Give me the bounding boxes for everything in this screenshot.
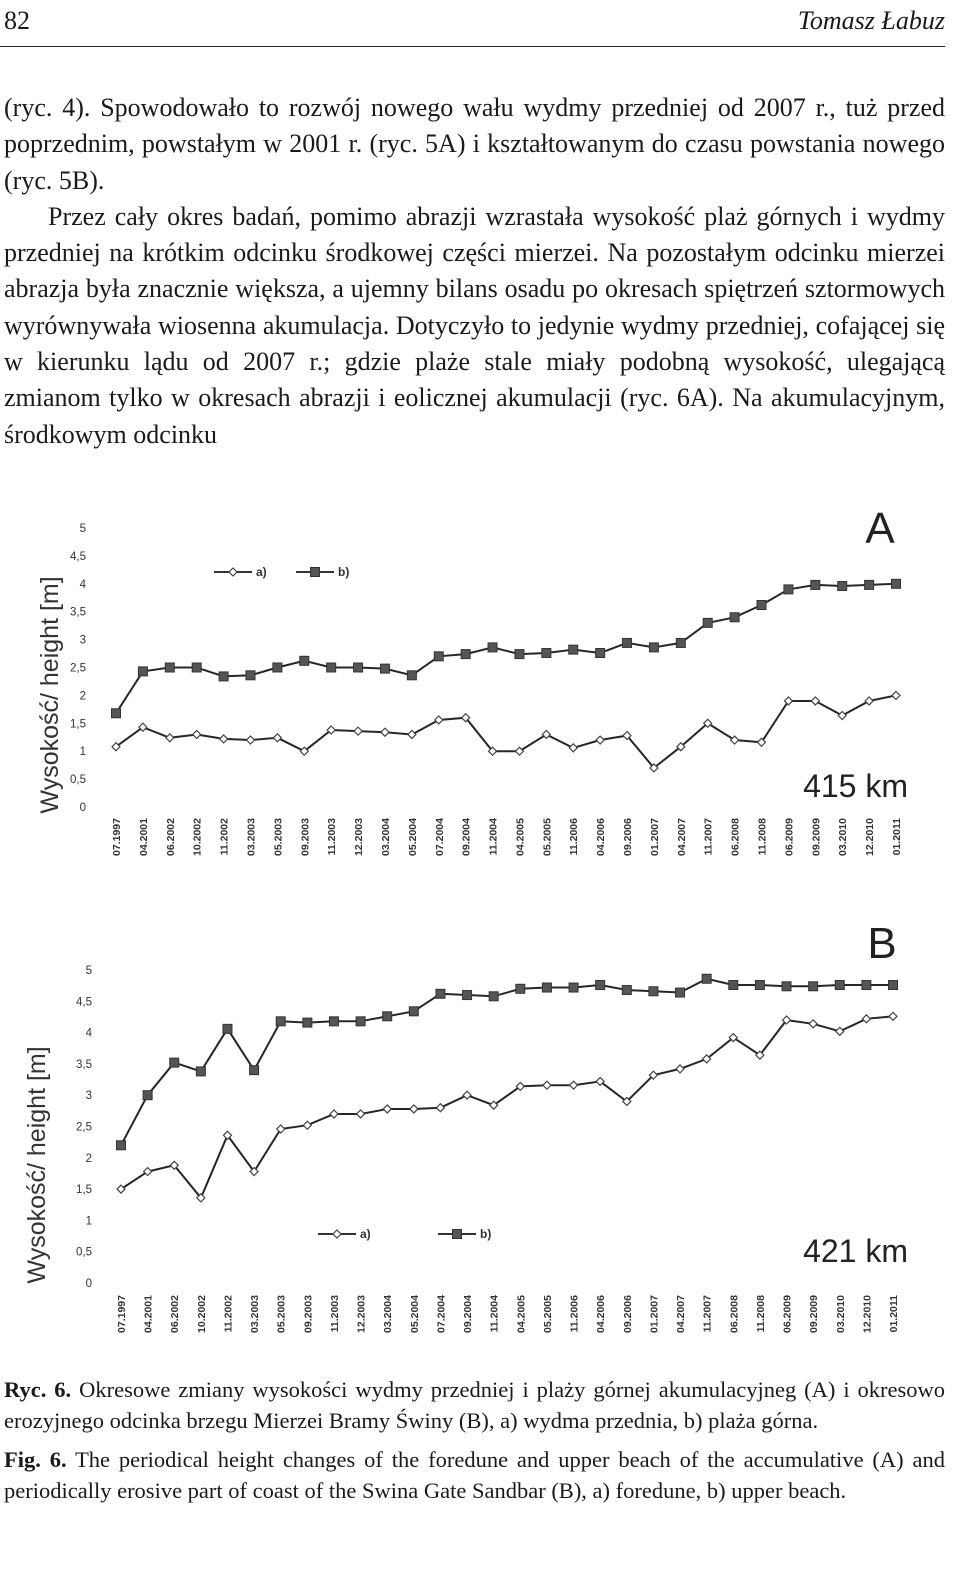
y-tick-label: 0,5 [70,774,86,787]
y-tick-label: 5 [85,965,92,977]
x-tick-label: 03.2003 [245,818,258,856]
data-point-b [542,648,551,657]
x-tick-label: 11.2007 [702,818,715,856]
x-tick-label: 09.2009 [808,1295,821,1333]
data-point-a [596,736,604,744]
data-point-b [623,638,632,647]
paragraph: (ryc. 4). Spowodowało to rozwój nowego wału wydmy przedniej od 2007 r., tuż przed poprzednim, powstałym w 2001 r. (ryc. 5A) i kształtowanym do czasu powstania nowego (ryc. 5B). [4,93,945,195]
data-point-b [730,613,739,622]
y-tick-label: 3 [85,1090,92,1103]
x-tick-label: 05.2004 [406,818,419,856]
legend-marker-b [311,568,320,577]
x-tick-label: 03.2004 [382,1295,395,1333]
y-tick-label: 4 [79,578,86,591]
legend-label: a) [256,565,267,579]
data-point-b [196,1067,205,1076]
x-tick-label: 04.2006 [595,1295,608,1333]
y-tick-label: 2 [79,690,86,703]
data-point-b [165,663,174,672]
caption-polish [4,1374,945,1436]
caption-text-en: The periodical height changes of the foredune and upper beach of the accumulative (A) and periodically erosive part of coast of the Swina Gate Sandbar (B), a) foredune, b) upper beach. [4,1447,945,1503]
data-point-b [434,652,443,661]
y-tick-label: 3,5 [76,1058,92,1071]
x-tick-label: 09.2006 [622,818,635,856]
data-point-b [463,991,472,1000]
data-point-b [170,1058,179,1067]
data-point-a [273,734,281,742]
x-tick-label: 06.2002 [164,818,177,856]
caption-label-en: Fig. 6. [4,1447,67,1472]
x-tick-label: 11.2008 [756,818,769,856]
data-point-b [329,1017,338,1026]
x-tick-label: 03.2003 [249,1295,262,1333]
data-point-b [300,656,309,665]
data-point-a [811,697,819,705]
data-point-b [223,1024,232,1033]
data-point-b [273,663,282,672]
data-point-b [276,1017,285,1026]
data-point-b [407,671,416,680]
series-line-a [116,695,896,768]
x-tick-label: 04.2005 [515,1295,528,1333]
x-tick-label: 05.2005 [541,818,554,856]
x-tick-label: 09.2004 [462,1295,475,1333]
data-point-b [383,1012,392,1021]
data-point-b [489,992,498,1001]
x-tick-label: 07.2004 [433,818,446,856]
data-point-b [409,1007,418,1016]
x-tick-label: 09.2003 [302,1295,315,1333]
location-label: 415 km [803,768,908,804]
x-tick-label: 09.2003 [299,818,312,856]
legend-marker-a [229,568,237,576]
x-tick-label: 11.2007 [701,1295,714,1333]
data-point-a [436,1104,444,1112]
y-tick-label: 2,5 [70,662,86,675]
x-tick-label: 04.2001 [142,1295,155,1333]
y-tick-label: 2,5 [76,1121,92,1134]
data-point-b [811,580,820,589]
data-point-b [488,643,497,652]
data-point-b [865,580,874,589]
data-point-a [166,734,174,742]
data-point-b [649,643,658,652]
data-point-b [782,982,791,991]
y-tick-label: 0,5 [76,1246,92,1259]
y-axis-label: Wysokość/ height [m] [23,1046,51,1284]
x-tick-label: 06.2008 [729,818,742,856]
y-tick-label: 1,5 [70,718,86,731]
x-tick-label: 11.2003 [328,1295,341,1333]
x-tick-label: 11.2008 [754,1295,767,1333]
x-tick-label: 04.2007 [675,818,688,856]
data-point-b [702,974,711,983]
x-tick-label: 01.2007 [648,1295,661,1333]
data-point-b [784,585,793,594]
data-point-b [327,663,336,672]
x-tick-label: 05.2005 [541,1295,554,1333]
x-tick-label: 07.1997 [116,1295,128,1333]
data-point-a [892,691,900,699]
x-tick-label: 12.2003 [353,818,366,856]
data-point-a [220,735,228,743]
data-point-b [622,986,631,995]
data-point-a [570,1081,578,1089]
x-tick-label: 11.2004 [487,818,500,856]
x-tick-label: 05.2004 [408,1295,421,1333]
series-line-b [116,584,896,714]
data-point-b [838,582,847,591]
x-tick-label: 06.2008 [728,1295,741,1333]
data-point-b [569,983,578,992]
data-point-b [596,981,605,990]
y-tick-label: 3 [79,634,86,647]
data-point-a [383,1105,391,1113]
data-point-b [112,709,121,718]
body-text [4,90,945,453]
data-point-b [138,667,147,676]
data-point-b [703,618,712,627]
figure-caption [4,1374,945,1506]
x-tick-label: 06.2009 [781,1295,794,1333]
legend-label: b) [338,565,350,579]
data-point-a [193,730,201,738]
data-point-b [380,664,389,673]
data-point-a [676,1065,684,1073]
y-tick-label: 0 [85,1278,92,1290]
x-tick-label: 11.2006 [568,818,581,856]
x-tick-label: 04.2006 [595,818,608,856]
data-point-a [408,730,416,738]
legend-marker-b [453,1230,462,1239]
x-tick-label: 05.2003 [275,1295,288,1333]
data-point-b [729,981,738,990]
y-tick-label: 4,5 [70,550,86,563]
page-number: 82 [4,6,30,35]
data-point-a [246,736,254,744]
data-point-b [676,638,685,647]
x-tick-label: 10.2002 [195,1295,208,1333]
data-point-a [410,1105,418,1113]
caption-english [4,1444,945,1506]
chart-a-svg [0,495,960,875]
x-tick-label: 11.2006 [568,1295,581,1333]
data-point-b [515,650,524,659]
data-point-b [250,1066,259,1075]
data-point-b [569,645,578,654]
legend-label: b) [480,1227,492,1241]
x-tick-label: 10.2002 [191,818,204,856]
data-point-a [435,716,443,724]
x-tick-label: 04.2007 [675,1295,688,1333]
data-point-a [836,1027,844,1035]
data-point-a [865,697,873,705]
x-tick-label: 11.2002 [218,818,231,856]
data-point-b [889,981,898,990]
data-point-b [862,981,871,990]
data-point-a [862,1015,870,1023]
x-tick-label: 07.1997 [111,818,123,856]
data-point-b [143,1091,152,1100]
y-tick-label: 2 [85,1152,92,1165]
x-tick-label: 04.2005 [514,818,527,856]
panel-letter: A [865,504,895,553]
x-tick-label: 12.2010 [864,818,877,856]
page-header [0,0,945,47]
figure-chart-a [0,495,960,875]
data-point-b [516,984,525,993]
data-point-b [219,672,228,681]
y-tick-label: 1,5 [76,1184,92,1197]
x-tick-label: 03.2010 [837,818,850,856]
caption-text-pl: Okresowe zmiany wysokości wydmy przedniej i plaży górnej akumulacyjneg (A) i okresowo erozyjnego odcinka brzegu Mierzei Bramy Świny (B), a) wydma przednia, b) plaża górna. [4,1377,945,1433]
data-point-a [357,1110,365,1118]
data-point-b [303,1018,312,1027]
data-point-b [755,981,764,990]
data-point-a [543,1081,551,1089]
y-tick-label: 1 [85,1215,92,1228]
x-tick-label: 11.2004 [488,1295,501,1333]
data-point-a [330,1110,338,1118]
data-point-b [649,987,658,996]
y-tick-label: 4 [85,1027,92,1040]
data-point-b [246,671,255,680]
x-tick-label: 06.2002 [169,1295,182,1333]
x-tick-label: 03.2004 [379,818,392,856]
data-point-a [569,744,577,752]
y-tick-label: 4,5 [76,996,92,1009]
y-tick-label: 3,5 [70,606,86,619]
x-tick-label: 09.2006 [621,1295,634,1333]
caption-label-pl: Ryc. 6. [4,1377,72,1402]
y-axis-label: Wysokość/ height [m] [36,576,64,814]
x-tick-label: 12.2003 [355,1295,368,1333]
data-point-b [356,1017,365,1026]
running-head-author: Tomasz Łabuz [797,6,945,35]
y-tick-label: 1 [79,746,86,759]
data-point-b [117,1141,126,1150]
x-tick-label: 07.2004 [435,1295,448,1333]
figure-chart-b [0,915,960,1360]
chart-b-svg [0,915,960,1360]
x-tick-label: 03.2010 [834,1295,847,1333]
x-tick-label: 01.2007 [648,818,661,856]
data-point-a [303,1121,311,1129]
data-point-b [757,601,766,610]
data-point-b [809,982,818,991]
data-point-b [354,663,363,672]
x-tick-label: 04.2001 [137,818,150,856]
data-point-a [463,1091,471,1099]
x-tick-label: 06.2009 [783,818,796,856]
data-point-a [381,728,389,736]
data-point-b [192,663,201,672]
location-label: 421 km [803,1233,908,1269]
x-tick-label: 01.2011 [891,818,903,856]
data-point-b [436,989,445,998]
data-point-b [461,650,470,659]
panel-letter: B [867,919,897,968]
data-point-b [676,988,685,997]
data-point-a [809,1020,817,1028]
data-point-a [889,1012,897,1020]
y-tick-label: 5 [79,523,86,535]
x-tick-label: 09.2004 [460,818,473,856]
data-point-b [596,648,605,657]
paragraph: Przez cały okres badań, pomimo abrazji wzrastała wysokość plaż górnych i wydmy przedniej na krótkim odcinku środkowej części mierzei. Na pozostałym odcinku mierzei abrazja była znacznie większa, a ujemny bilans osadu po okresach spiętrzeń sztormowych wyrównywała wiosenna akumulacja. Dotyczyło to jedynie wydmy przedniej, cofającej się w kierunku lądu od 2007 r.; gdzie plaże stale miały podobną wysokość, ulegającą zmianom tylko w okresach abrazji i eolicznej akumulacji (ryc. 6A). Na akumulacyjnym, środkowym odcinku [4,201,945,449]
data-point-a [838,711,846,719]
legend-marker-a [333,1230,341,1238]
x-tick-label: 05.2003 [272,818,285,856]
x-tick-label: 12.2010 [861,1295,874,1333]
series-line-b [121,979,893,1146]
data-point-b [542,983,551,992]
data-point-b [835,981,844,990]
x-tick-label: 01.2011 [888,1295,900,1333]
x-tick-label: 11.2003 [326,818,339,856]
data-point-a [354,727,362,735]
x-tick-label: 11.2002 [222,1295,235,1333]
legend-label: a) [360,1227,371,1241]
data-point-b [892,579,901,588]
x-tick-label: 09.2009 [810,818,823,856]
y-tick-label: 0 [79,802,86,814]
